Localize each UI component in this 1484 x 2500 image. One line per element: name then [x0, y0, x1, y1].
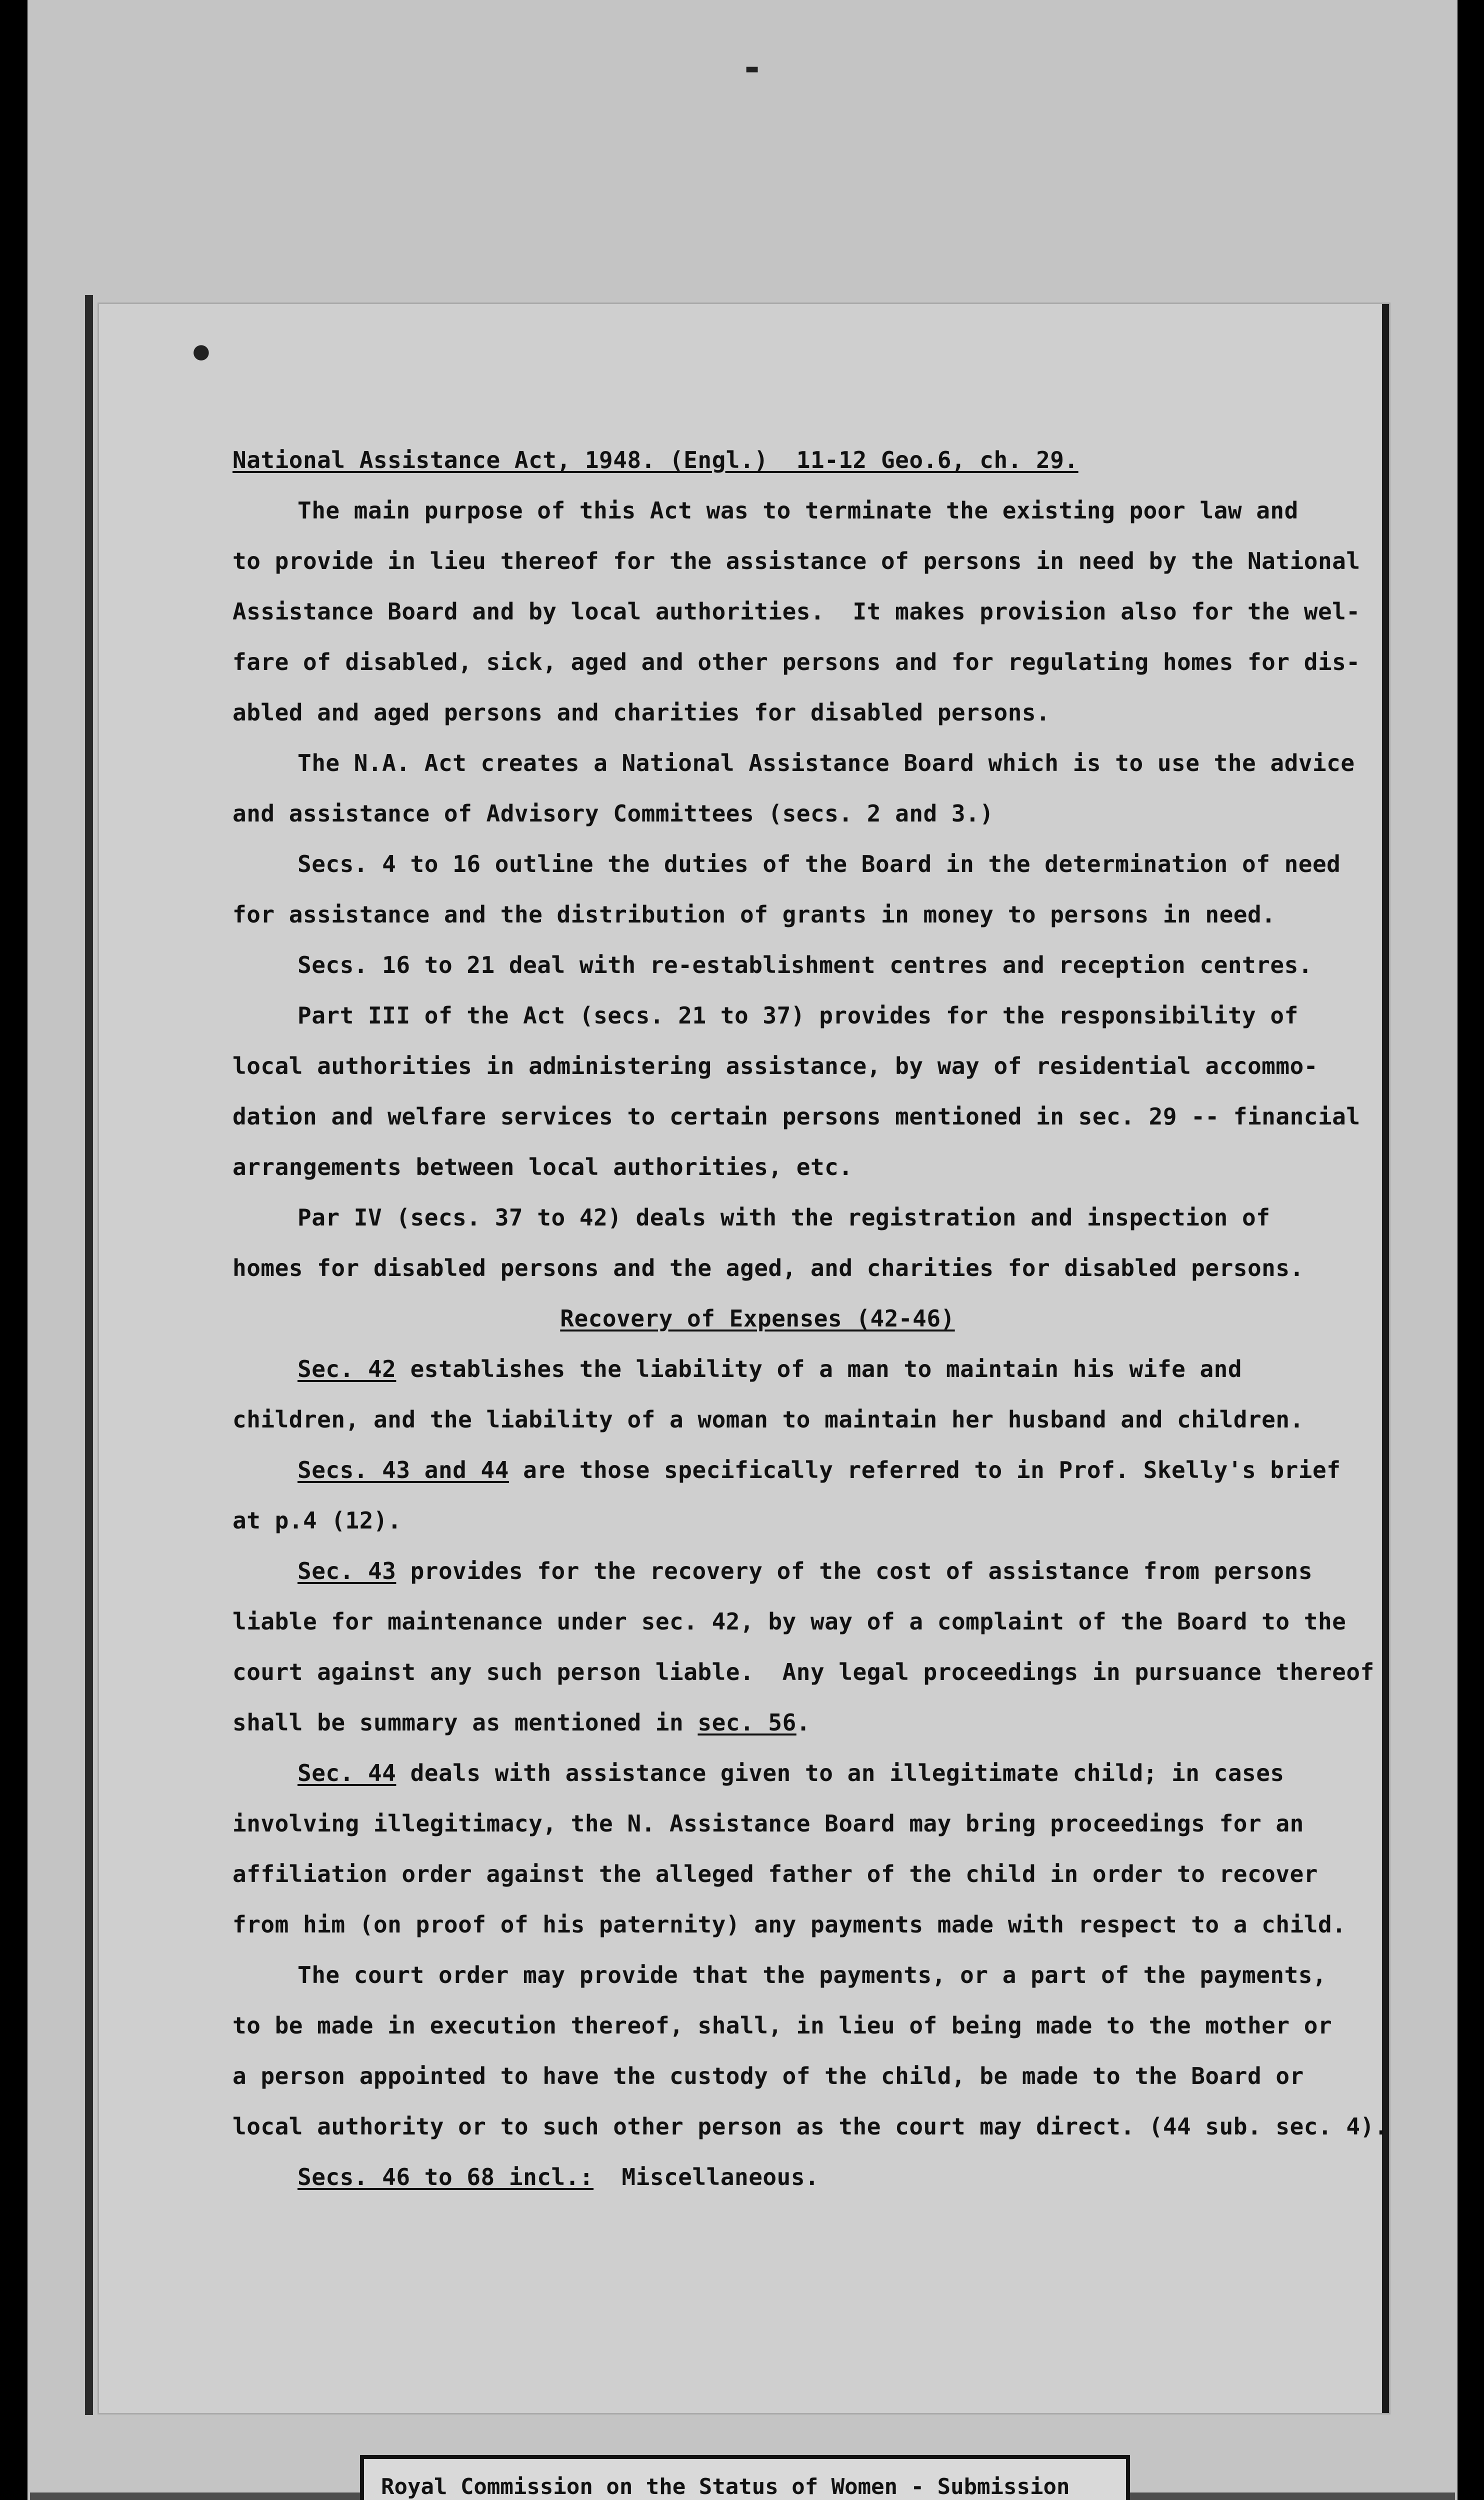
- section-lead: Sec. 43: [298, 1558, 396, 1584]
- paragraph-line: dation and welfare services to certain persons mentioned in sec. 29 -- financial: [232, 1103, 1360, 1130]
- misc-line: [232, 2152, 1282, 2202]
- recovery-subheading: [232, 1294, 1282, 1344]
- section-text: deals with assistance given to an illegitimate child; in cases: [396, 1760, 1284, 1786]
- document-body: [232, 435, 1388, 2202]
- scan-speck: ▬: [745, 60, 760, 78]
- section-first-line: [232, 1748, 1282, 1798]
- court-line: The court order may provide that the payments, or a part of the payments,: [298, 1962, 1327, 1988]
- section-line: liable for maintenance under sec. 42, by way of a complaint of the Board to the: [232, 1608, 1346, 1635]
- paragraph-line: to provide in lieu thereof for the assistance of persons in need by the National: [232, 548, 1360, 574]
- paragraph-line: Assistance Board and by local authorities. It makes provision also for the wel-: [232, 598, 1360, 625]
- paragraph-line: homes for disabled persons and the aged, and charities for disabled persons.: [232, 1254, 1304, 1282]
- section-first-line: [232, 1546, 1313, 1596]
- paragraph-line: abled and aged persons and charities for disabled persons.: [232, 699, 1050, 726]
- section-line: children, and the liability of a woman to maintain her husband and children.: [232, 1406, 1304, 1433]
- archive-label-card: [360, 2455, 1130, 2500]
- paragraph-line: local authorities in administering assistance, by way of residential accommo-: [232, 1052, 1318, 1080]
- court-line: local authority or to such other person as the court may direct. (44 sub. sec. 4).: [232, 2113, 1388, 2140]
- paragraph-line: and assistance of Advisory Committees (secs. 2 and 3.): [232, 800, 994, 827]
- section-lead: Sec. 42: [298, 1356, 396, 1382]
- court-order-paragraph: [232, 1950, 1388, 2152]
- section-lead: Sec. 44: [298, 1760, 396, 1786]
- paragraph-line: fare of disabled, sick, aged and other persons and for regulating homes for dis-: [232, 648, 1360, 676]
- section-text: are those specifically referred to in Prof. Skelly's brief: [508, 1456, 1341, 1484]
- section-line: from him (on proof of his paternity) any payments made with respect to a child.: [232, 1911, 1346, 1938]
- court-line: a person appointed to have the custody of the child, be made to the Board or: [232, 2062, 1304, 2090]
- paragraph-line: Par IV (secs. 37 to 42) deals with the registration and inspection of: [298, 1204, 1270, 1231]
- misc-lead: Secs. 46 to 68 incl.:: [298, 2164, 594, 2190]
- section-line: [232, 1698, 1282, 1748]
- scan-speck: ●: [192, 340, 210, 363]
- section-lead: Secs. 43 and 44: [298, 1456, 509, 1484]
- intro-paragraphs: [232, 486, 1360, 1294]
- paragraph-line: Part III of the Act (secs. 21 to 37) provides for the responsibility of: [298, 1002, 1298, 1029]
- section-line: at p.4 (12).: [232, 1507, 402, 1534]
- section-text: provides for the recovery of the cost of assistance from persons: [396, 1558, 1313, 1584]
- section-line: affiliation order against the alleged father of the child in order to recover: [232, 1860, 1318, 1888]
- paragraph-line: The N.A. Act creates a National Assistance Board which is to use the advice: [298, 750, 1355, 776]
- recovery-sections: [232, 1344, 1374, 1950]
- sheet-shadow-edge: [85, 295, 93, 2415]
- document-title: National Assistance Act, 1948. (Engl.) 11-12 Geo.6, ch. 29.: [232, 446, 1078, 474]
- misc-rest: Miscellaneous.: [594, 2164, 820, 2190]
- subheading-text: Recovery of Expenses (42-46): [560, 1305, 955, 1332]
- section-line: involving illegitimacy, the N. Assistance Board may bring proceedings for an: [232, 1810, 1304, 1837]
- section-line: court against any such person liable. Any legal proceedings in pursuance thereof: [232, 1658, 1374, 1686]
- paragraph-line: Secs. 4 to 16 outline the duties of the Board in the determination of need: [298, 850, 1341, 878]
- section-text: establishes the liability of a man to maintain his wife and: [396, 1356, 1242, 1382]
- paragraph-line: arrangements between local authorities, etc.: [232, 1154, 853, 1180]
- section-reference: sec. 56: [698, 1709, 796, 1736]
- paragraph-line: The main purpose of this Act was to terminate the existing poor law and: [298, 497, 1298, 524]
- section-text: .: [796, 1709, 810, 1736]
- section-first-line: [232, 1344, 1282, 1394]
- court-line: to be made in execution thereof, shall, in lieu of being made to the mother or: [232, 2012, 1332, 2039]
- paragraph-line: for assistance and the distribution of grants in money to persons in need.: [232, 901, 1276, 928]
- section-text: shall be summary as mentioned in: [232, 1709, 698, 1736]
- archive-label-line1: Royal Commission on the Status of Women - Submission: [381, 2474, 1070, 2500]
- section-first-line: [232, 1445, 1341, 1496]
- paragraph-line: Secs. 16 to 21 deal with re-establishment centres and reception centres.: [298, 952, 1312, 978]
